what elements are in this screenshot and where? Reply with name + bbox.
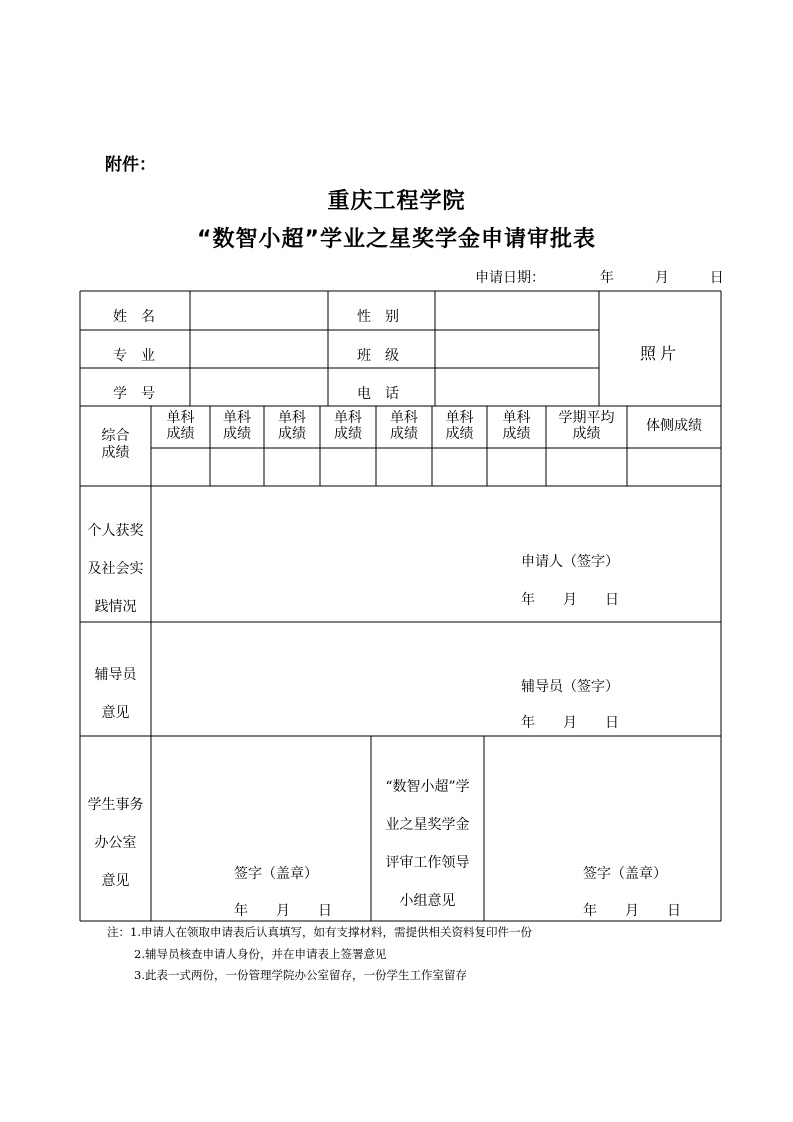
subject-header-text: 单科 [166,410,195,426]
applicant-signature: 申请人（签字） [521,554,619,570]
committee-label-line2: 业之星奖学金 [385,817,470,833]
gender-label: 性 别 [357,309,399,325]
awards-input-area[interactable] [152,487,720,547]
subject-grade-cell-1[interactable] [152,449,209,485]
institution-title: 重庆工程学院 [327,189,466,214]
attachment-label: 附件： [105,155,156,175]
apply-date-month: 月 [654,270,669,286]
phone-label: 电 话 [357,386,399,402]
apply-date-year: 年 [599,270,614,286]
name-label: 姓 名 [113,309,155,325]
subject-header-text: 成绩 [223,426,251,442]
awards-label-line1: 个人获奖 [87,523,144,539]
major-label: 专 业 [113,348,155,364]
committee-label [371,768,484,920]
semester-average-cell[interactable] [547,449,626,485]
subject-grade-header-5 [376,410,432,442]
student-id-field[interactable] [191,369,327,405]
overall-grades-label-line1: 综合 [101,428,130,444]
office-label-line2: 办公室 [94,835,137,851]
semester-average-header [546,410,627,442]
apply-date-label: 申请日期： [475,270,545,286]
committee-opinion-area[interactable] [485,737,720,847]
counselor-label-line2: 意见 [101,705,130,721]
pe-score-cell[interactable] [628,449,720,485]
subject-grade-header-6 [432,410,487,442]
committee-label-line4: 小组意见 [399,893,456,909]
photo-placeholder[interactable] [600,341,720,364]
subject-grade-header-7 [487,410,546,442]
office-signature-date: 年 月 日 [234,903,332,919]
subject-grade-cell-6[interactable] [433,449,486,485]
subject-header-text: 单科 [334,410,362,426]
subject-header-text: 单科 [223,410,251,426]
subject-grade-header-4 [320,410,376,442]
committee-label-line3: 评审工作领导 [385,855,470,871]
counselor-label [80,656,151,732]
gender-field[interactable] [436,292,598,329]
counselor-label-line1: 辅导员 [94,667,137,683]
subject-grade-cell-2[interactable] [211,449,263,485]
subject-header-text: 单科 [502,410,531,426]
pe-score-header: 体侧成绩 [646,418,702,434]
subject-grade-cell-4[interactable] [321,449,375,485]
apply-date [475,267,724,287]
subject-header-text: 单科 [278,410,306,426]
class-label: 班 级 [357,348,399,364]
form-title: “数智小超”学业之星奖学金申请审批表 [197,227,596,252]
subject-header-text: 单科 [390,410,418,426]
office-label-line1: 学生事务 [87,797,144,813]
major-field[interactable] [191,331,327,367]
subject-grade-cell-3[interactable] [265,449,319,485]
phone-field[interactable] [436,369,598,405]
awards-label-line3: 践情况 [94,599,137,615]
student-id-label: 学 号 [113,386,155,402]
subject-header-text: 成绩 [166,426,195,442]
applicant-signature-date: 年 月 日 [521,592,619,608]
counselor-signature-date: 年 月 日 [521,715,619,731]
subject-header-text: 成绩 [278,426,306,442]
subject-header-text: 成绩 [502,426,531,442]
committee-label-line1: “数智小超”学 [385,779,470,795]
counselor-opinion-area[interactable] [152,623,720,673]
subject-grade-header-2 [210,410,264,442]
note-1: 注：1.申请人在领取申请表后认真填写，如有支撑材料，需提供相关资料复印件一份 [107,925,532,939]
committee-signature-date: 年 月 日 [583,903,681,919]
counselor-signature: 辅导员（签字） [521,679,619,695]
subject-grade-cell-5[interactable] [377,449,431,485]
photo-label: 照片 [639,344,680,363]
apply-date-day: 日 [709,270,724,286]
subject-grade-cell-7[interactable] [488,449,545,485]
class-field[interactable] [436,331,598,367]
overall-grades-label-line2: 成绩 [101,445,130,461]
office-label-line3: 意见 [101,873,130,889]
subject-grade-header-3 [264,410,320,442]
subject-header-text: 成绩 [390,426,418,442]
avg-header-text: 成绩 [572,426,601,442]
awards-label [80,512,151,626]
committee-signature: 签字（盖章） [583,866,667,882]
office-label [80,786,151,900]
note-2: 2.辅导员核查申请人身份，并在申请表上签署意见 [134,947,387,961]
subject-header-text: 成绩 [445,426,474,442]
overall-grades-label [80,428,151,462]
avg-header-text: 学期平均 [558,410,615,426]
name-field[interactable] [191,292,327,329]
office-opinion-area[interactable] [152,737,370,847]
note-3: 3.此表一式两份，一份管理学院办公室留存，一份学生工作室留存 [134,968,467,982]
awards-label-line2: 及社会实 [87,561,144,577]
subject-header-text: 单科 [445,410,474,426]
office-signature: 签字（盖章） [234,866,318,882]
subject-grade-header-1 [151,410,210,442]
subject-header-text: 成绩 [334,426,362,442]
